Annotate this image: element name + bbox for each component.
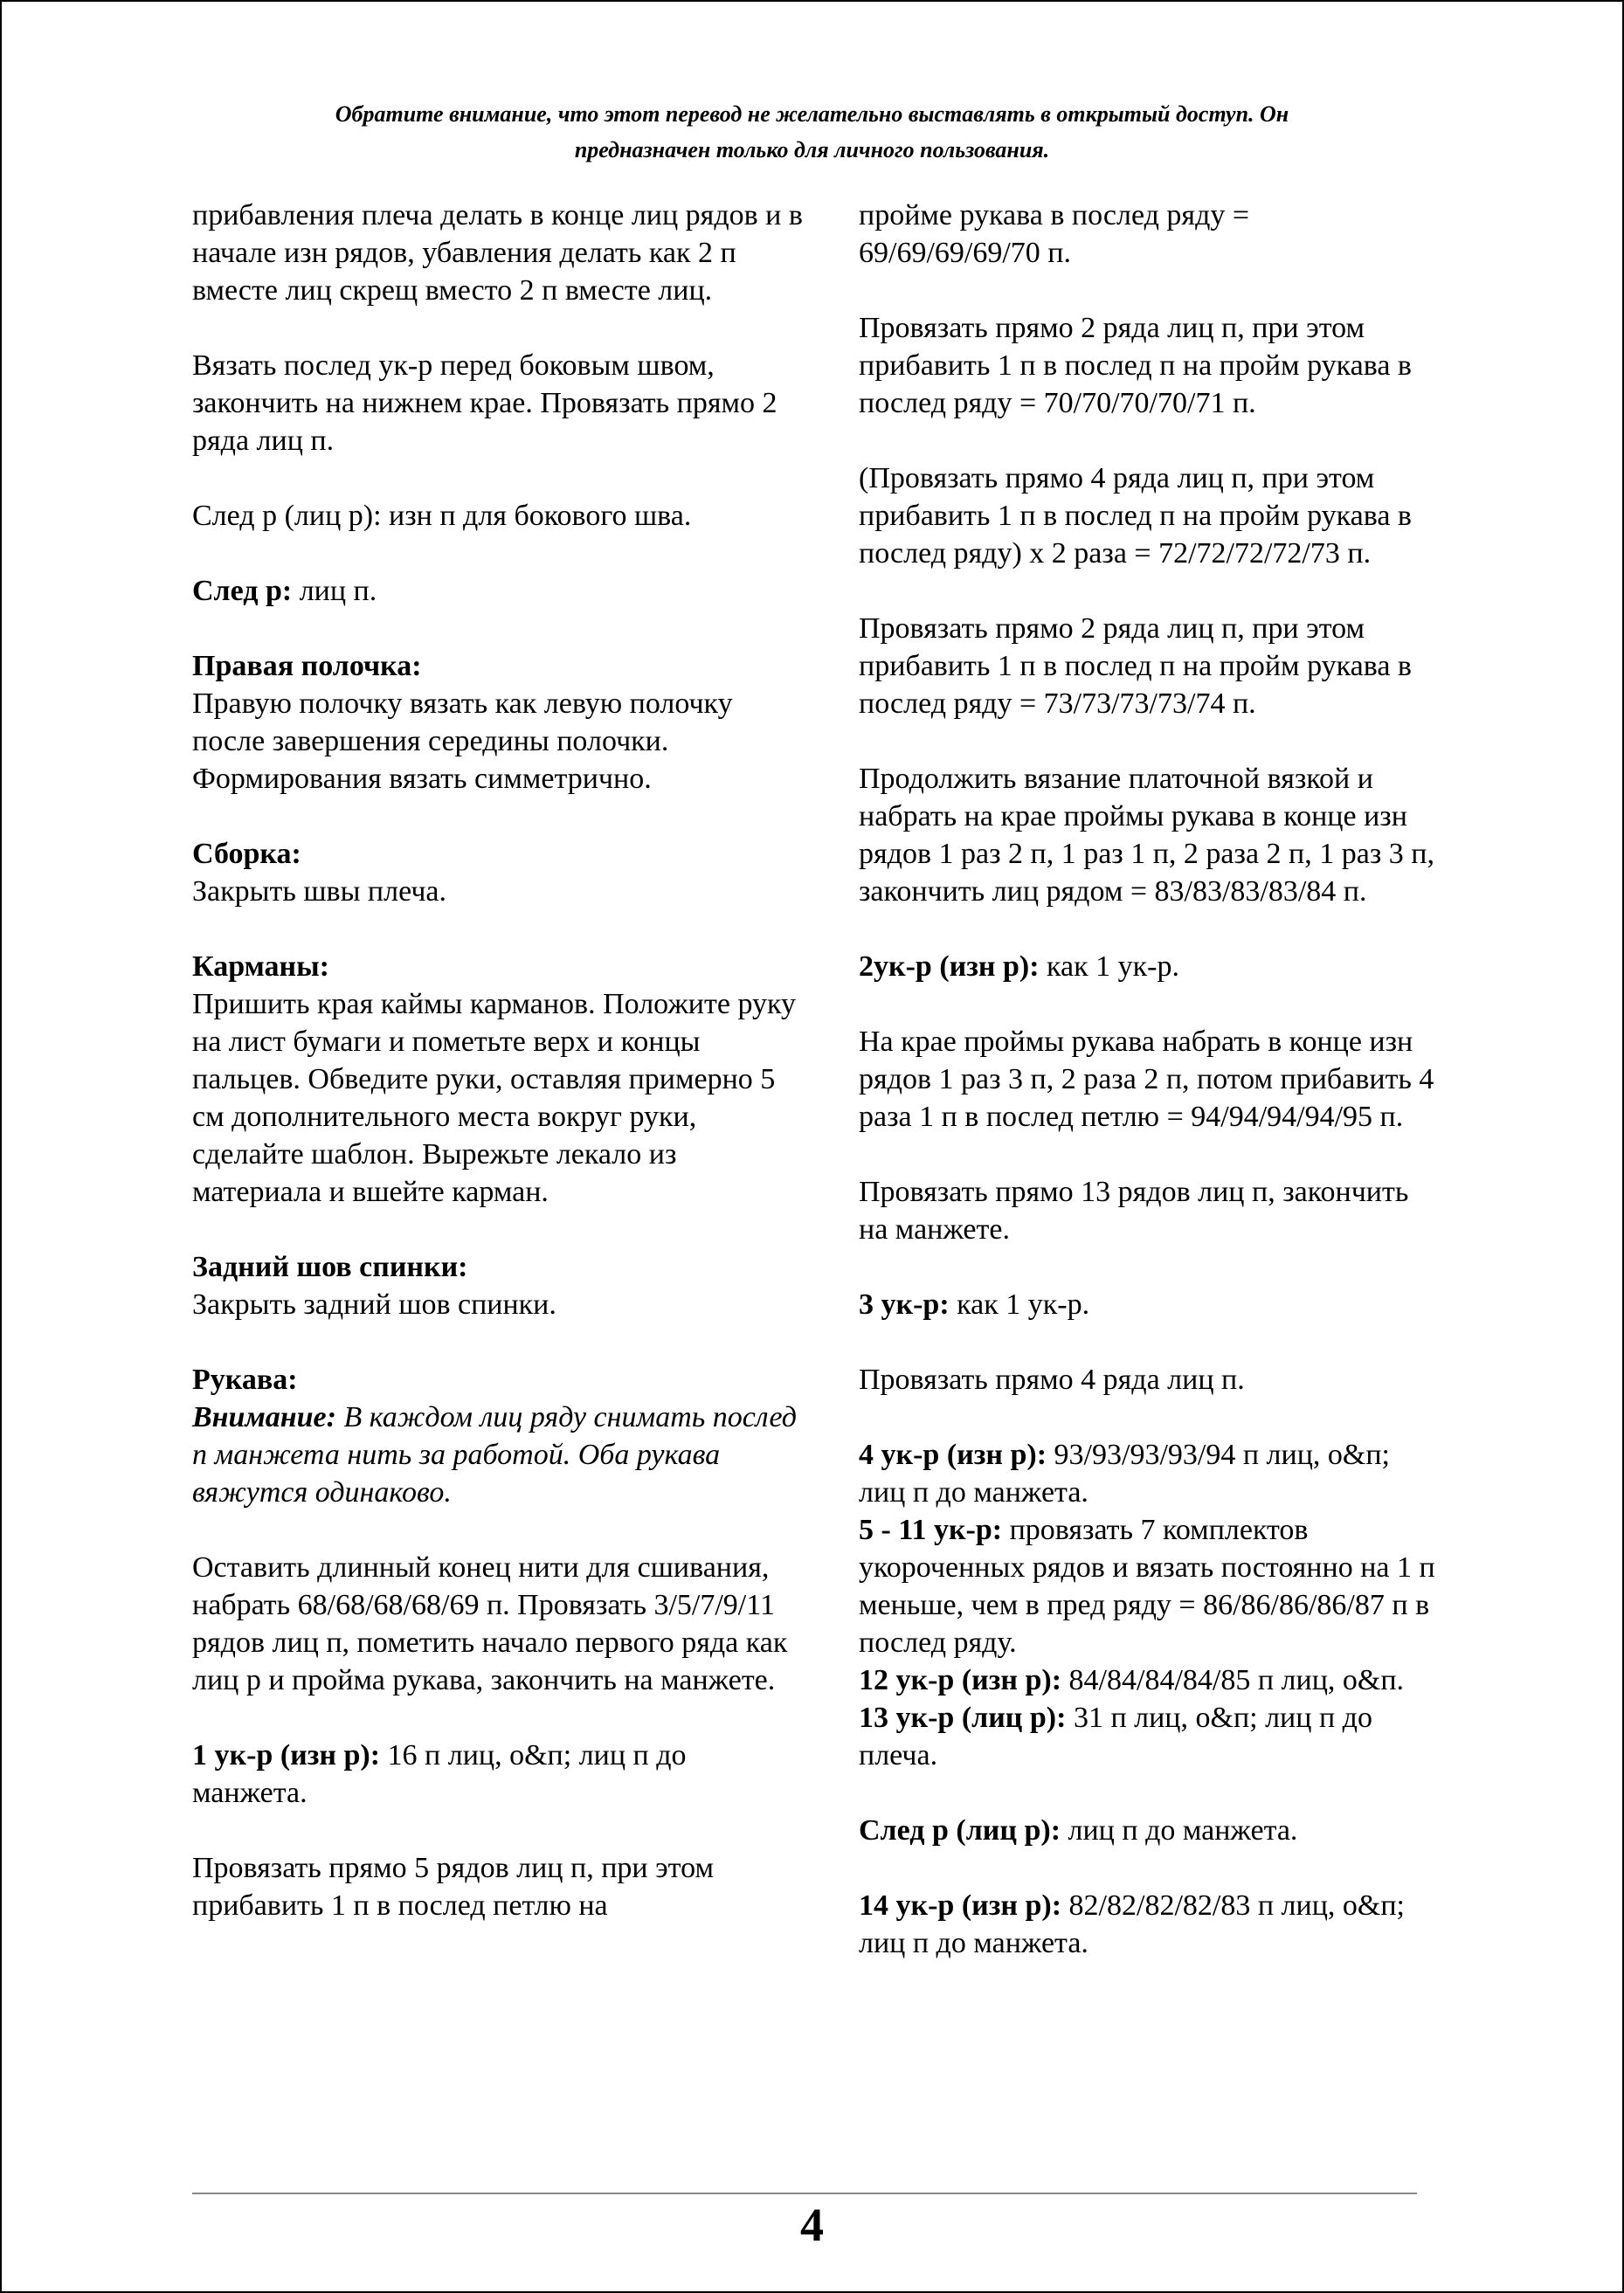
row-label: 4 ук-р (изн р):	[859, 1439, 1047, 1471]
paragraph	[859, 1436, 1435, 1511]
row-label: 12 ук-р (изн р):	[859, 1664, 1062, 1696]
paragraph: (Провязать прямо 4 ряда лиц п, при этом прибавить 1 п в послед п на пройм рукава в послед ряду) х 2 раза = 72/72/72/72/73 п.	[859, 462, 1412, 570]
row-text: провязать 7 комплектов укороченных рядов и вязать постоянно на 1 п меньше, чем в пред ряду = 86/86/86/86/87 п в послед ряду.	[859, 1514, 1435, 1659]
row-text: лиц п.	[292, 575, 377, 607]
paragraph	[859, 1511, 1435, 1661]
paragraph: Провязать прямо 2 ряда лиц п, при этом прибавить 1 п в послед п на пройм рукава в послед ряду = 73/73/73/73/74 п.	[859, 612, 1412, 720]
paragraph: Вязать послед ук-р перед боковым швом, закончить на нижнем крае. Провязать прямо 2 ряда лиц п.	[192, 349, 777, 457]
paragraph: На крае проймы рукава набрать в конце изн рядов 1 раз 3 п, 2 раза 2 п, потом прибавить 4 раза 1 п в послед петлю = 94/94/94/94/95 п.	[859, 1026, 1434, 1133]
row-label: 5 - 11 ук-р:	[859, 1514, 1003, 1546]
row-label: След р (лиц р):	[859, 1814, 1061, 1847]
row-label: 1 ук-р (изн р):	[192, 1739, 381, 1772]
paragraph	[859, 1812, 1435, 1849]
notice-line-1: Обратите внимание, что этот перевод не желательно выставлять в открытый доступ. Он	[335, 101, 1289, 127]
row-label: 3 ук-р:	[859, 1288, 950, 1321]
row-label: 14 ук-р (изн р):	[859, 1889, 1062, 1922]
right-column	[859, 197, 1435, 1999]
row-text: как 1 ук-р.	[1039, 950, 1180, 983]
attention-note	[192, 1401, 797, 1509]
row-text: 16 п лиц, o&п; лиц п до манжета.	[192, 1739, 687, 1809]
section-pockets	[192, 948, 804, 1211]
paragraph	[859, 948, 1435, 985]
paragraph	[859, 1286, 1435, 1323]
page-number: 4	[800, 2199, 824, 2251]
row-text: 84/84/84/84/85 п лиц, o&п.	[1061, 1664, 1405, 1696]
row-text: 31 п лиц, o&п; лиц п до плеча.	[859, 1702, 1372, 1772]
section-back-seam	[192, 1248, 804, 1323]
row-text: как 1 ук-р.	[949, 1288, 1090, 1321]
row-label: 2ук-р (изн р):	[859, 950, 1040, 983]
paragraph	[859, 1661, 1435, 1699]
row-text: 82/82/82/82/83 п лиц, o&п; лиц п до манжета.	[859, 1889, 1405, 1959]
section-assembly	[192, 835, 804, 910]
section-sleeves	[192, 1361, 804, 1511]
section-text: Закрыть задний шов спинки.	[192, 1288, 556, 1321]
paragraph: пройме рукава в послед ряду = 69/69/69/69/70 п.	[859, 199, 1250, 269]
section-text: Закрыть швы плеча.	[192, 875, 447, 908]
row-label: След р:	[192, 575, 293, 607]
attention-text: В каждом лиц ряду снимать послед п манжета нить за работой. Оба рукава вяжутся одинаково.	[192, 1401, 797, 1509]
attention-label: Внимание:	[192, 1401, 336, 1433]
section-text: Правую полочку вязать как левую полочку после завершения середины полочки. Формирования вязать симметрично.	[192, 687, 733, 795]
section-heading: Задний шов спинки:	[192, 1251, 468, 1283]
copyright-notice	[175, 96, 1449, 168]
paragraph: Провязать прямо 4 ряда лиц п.	[859, 1364, 1245, 1396]
section-heading: Правая полочка:	[192, 650, 422, 682]
paragraph: Провязать прямо 2 ряда лиц п, при этом прибавить 1 п в послед п на пройм рукава в послед ряду = 70/70/70/70/71 п.	[859, 312, 1412, 419]
paragraph: Провязать прямо 5 рядов лиц п, при этом прибавить 1 п в послед петлю на	[192, 1852, 714, 1922]
paragraph: Провязать прямо 13 рядов лиц п, закончить на манжете.	[859, 1176, 1409, 1246]
notice-line-2: предназначен только для личного пользования.	[574, 137, 1050, 162]
paragraph: След р (лиц р): изн п для бокового шва.	[192, 500, 692, 532]
section-heading: Карманы:	[192, 950, 329, 983]
section-heading: Сборка:	[192, 838, 301, 870]
section-heading: Рукава:	[192, 1364, 298, 1396]
section-right-front	[192, 647, 804, 798]
paragraph	[192, 1737, 804, 1812]
paragraph	[192, 572, 804, 610]
paragraph: Продолжить вязание платочной вязкой и набрать на крае проймы рукава в конце изн рядов 1 раз 2 п, 1 раз 1 п, 2 раза 2 п, 1 раз 3 п, закончить лиц рядом = 83/83/83/83/84 п.	[859, 763, 1434, 908]
paragraph: Оставить длинный конец нити для сшивания, набрать 68/68/68/68/69 п. Провязать 3/5/7/9/11 рядов лиц п, пометить начало первого ряда как лиц р и пройма рукава, закончить на манжете.	[192, 1551, 788, 1696]
row-text: 93/93/93/93/94 п лиц, o&п; лиц п до манжета.	[859, 1439, 1390, 1509]
paragraph	[859, 1699, 1435, 1774]
section-text: Пришить края каймы карманов. Положите руку на лист бумаги и пометьте верх и концы пальцев. Обведите руки, оставляя примерно 5 см дополнительного места вокруг руки, сделайте шаблон. Вырежьте лекало из материала и вшейте карман.	[192, 988, 797, 1208]
row-text: лиц п до манжета.	[1061, 1814, 1298, 1847]
paragraph: прибавления плеча делать в конце лиц рядов и в начале изн рядов, убавления делать как 2 п вместе лиц скрещ вместо 2 п вместе лиц.	[192, 199, 803, 307]
left-column	[192, 197, 804, 1962]
row-label: 13 ук-р (лиц р):	[859, 1702, 1067, 1734]
paragraph	[859, 1887, 1435, 1962]
